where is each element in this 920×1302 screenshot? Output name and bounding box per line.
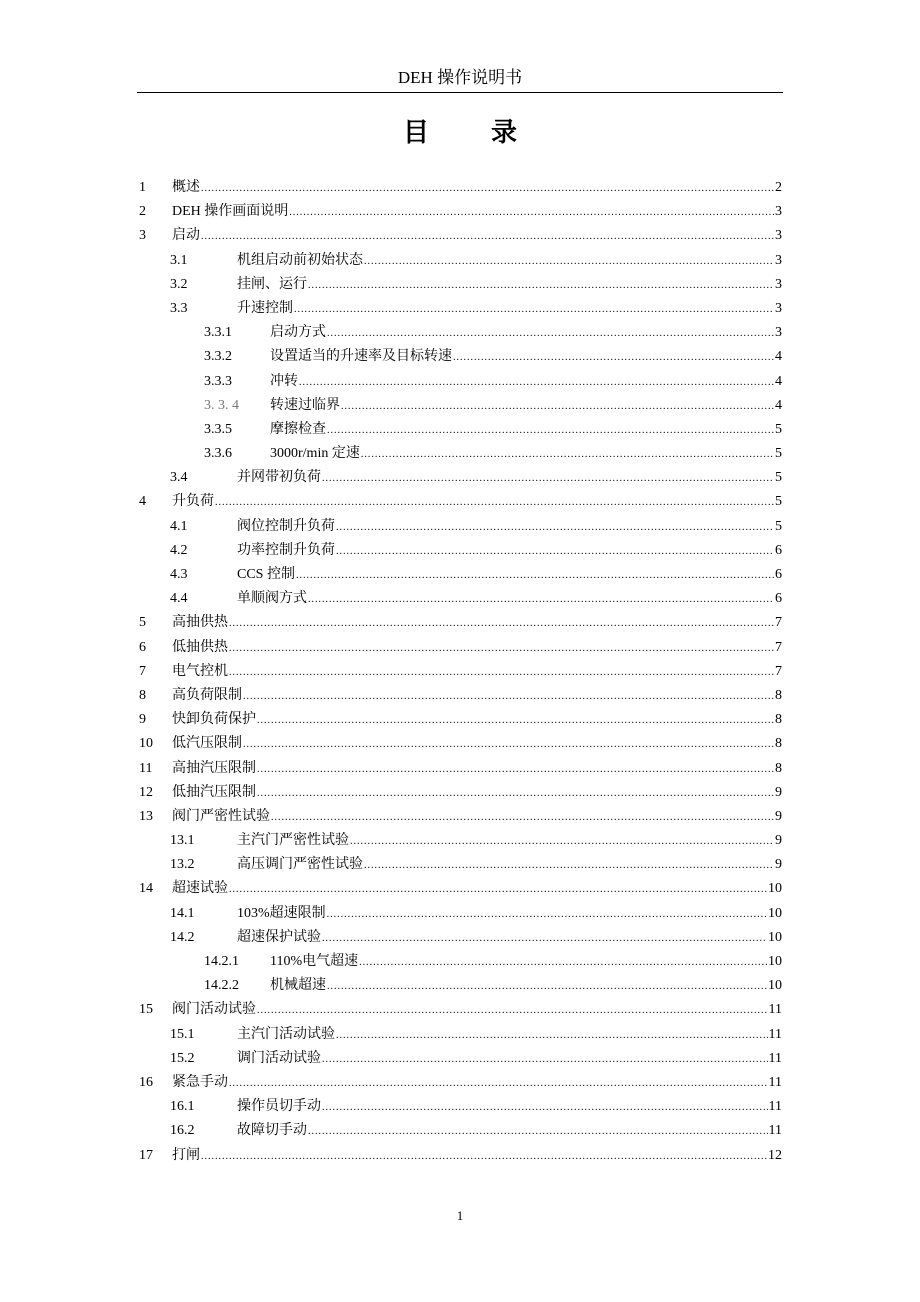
toc-entry-page: 5 xyxy=(775,421,782,437)
toc-entry[interactable] xyxy=(137,370,782,394)
dot-leader xyxy=(229,612,774,636)
dot-leader xyxy=(271,806,774,830)
dot-leader xyxy=(215,491,774,515)
dot-leader xyxy=(327,903,767,927)
toc-entry-body xyxy=(172,611,782,636)
toc-entry[interactable] xyxy=(137,998,782,1022)
toc-entry-body xyxy=(172,684,782,709)
toc-entry-page: 9 xyxy=(775,857,782,873)
toc-entry-body xyxy=(237,1119,782,1144)
toc-entry[interactable] xyxy=(137,732,782,756)
toc-entry-number: 8 xyxy=(139,687,146,703)
toc-entry-page: 11 xyxy=(768,1123,782,1139)
toc-entry-number: 4.2 xyxy=(170,542,188,558)
toc-entry-body xyxy=(237,829,782,854)
toc-entry-number: 3.3.1 xyxy=(204,325,232,341)
toc-entry-body xyxy=(237,587,782,612)
toc-entry-body xyxy=(237,902,782,927)
toc-entry[interactable] xyxy=(137,442,782,466)
toc-entry[interactable] xyxy=(137,829,782,853)
dot-leader xyxy=(336,516,774,540)
toc-entry-page: 4 xyxy=(775,349,782,365)
toc-entry-number: 15.1 xyxy=(170,1026,195,1042)
toc-entry-number: 4 xyxy=(139,494,146,510)
toc-entry-number: 3.3 xyxy=(170,300,188,316)
toc-title xyxy=(0,112,920,149)
toc-entry[interactable] xyxy=(137,1119,782,1143)
toc-entry-page: 11 xyxy=(768,1026,782,1042)
toc-entry-label: 挂闸、运行 xyxy=(237,276,307,292)
toc-entry-body xyxy=(270,370,782,395)
toc-entry[interactable] xyxy=(137,611,782,635)
dot-leader xyxy=(336,1024,768,1048)
dot-leader xyxy=(322,467,774,491)
dot-leader xyxy=(350,830,774,854)
toc-entry-label: 功率控制升负荷 xyxy=(237,542,335,558)
toc-entry-number: 3.2 xyxy=(170,276,188,292)
toc-entry[interactable] xyxy=(137,902,782,926)
toc-entry-number: 15.2 xyxy=(170,1050,195,1066)
dot-leader xyxy=(341,395,774,419)
toc-entry-page: 3 xyxy=(775,252,782,268)
toc-entry-body xyxy=(172,1144,782,1169)
toc-entry-body xyxy=(172,708,782,733)
toc-entry-number: 7 xyxy=(139,663,146,679)
toc-entry-body xyxy=(172,1071,782,1096)
page-footer xyxy=(0,1208,920,1224)
toc-entry-label: 低汽压限制 xyxy=(172,736,242,752)
toc-entry-number: 3.4 xyxy=(170,470,188,486)
toc-entry-label: 启动 xyxy=(172,228,200,244)
toc-entry-label: 高压调门严密性试验 xyxy=(237,857,363,873)
toc-entry[interactable] xyxy=(137,345,782,369)
dot-leader xyxy=(229,637,774,661)
toc-entry[interactable] xyxy=(137,1047,782,1071)
toc-entry-number: 13 xyxy=(139,808,153,824)
toc-entry[interactable] xyxy=(137,394,782,418)
toc-entry-body xyxy=(172,200,782,225)
toc-entry-number: 4.3 xyxy=(170,567,188,582)
toc-entry[interactable] xyxy=(137,563,782,587)
toc-entry-page: 6 xyxy=(775,542,782,558)
toc-entry-body xyxy=(237,1023,782,1048)
toc-entry-body xyxy=(237,926,782,951)
toc-entry[interactable] xyxy=(137,926,782,950)
toc-entry[interactable] xyxy=(137,176,782,200)
dot-leader xyxy=(229,878,767,902)
toc-entry-body xyxy=(237,515,782,540)
toc-entry-label: DEH 操作画面说明 xyxy=(172,204,289,220)
toc-entry-page: 3 xyxy=(775,300,782,316)
toc-entry-number: 3.3.2 xyxy=(204,349,232,365)
toc-entry[interactable] xyxy=(137,757,782,781)
toc-entry-page: 6 xyxy=(775,591,782,607)
toc-entry-body xyxy=(172,636,782,661)
toc-entry-number: 4.4 xyxy=(170,591,188,607)
toc-entry-label: 快卸负荷保护 xyxy=(172,712,256,728)
toc-entry-page: 11 xyxy=(768,1002,782,1018)
toc-entry-body xyxy=(270,345,782,370)
toc-entry-body xyxy=(270,394,782,419)
dot-leader xyxy=(257,782,774,806)
toc-entry[interactable] xyxy=(137,660,782,684)
toc-entry-number: 3. 3. 4 xyxy=(204,397,239,413)
toc-entry-page: 10 xyxy=(768,881,782,897)
toc-entry-number: 11 xyxy=(139,760,153,776)
toc-entry-body xyxy=(172,224,782,249)
toc-entry[interactable] xyxy=(137,273,782,297)
page-number: 1 xyxy=(456,1208,464,1223)
dot-leader xyxy=(229,661,774,685)
toc-entry-page: 3 xyxy=(775,276,782,292)
toc-entry-body xyxy=(172,757,782,782)
dot-leader xyxy=(201,1145,767,1169)
toc-entry-number: 14.1 xyxy=(170,905,195,921)
toc-entry[interactable] xyxy=(137,974,782,998)
toc-entry-page: 2 xyxy=(775,180,782,195)
toc-entry-label: 冲转 xyxy=(270,373,298,389)
table-of-contents xyxy=(137,176,782,1168)
dot-leader xyxy=(364,250,774,274)
dot-leader xyxy=(327,322,774,346)
toc-entry-label: 设置适当的升速率及目标转速 xyxy=(270,349,452,365)
toc-entry-body xyxy=(270,418,782,443)
toc-entry[interactable] xyxy=(137,950,782,974)
toc-entry-body xyxy=(172,660,782,685)
toc-entry-page: 11 xyxy=(768,1074,782,1090)
toc-entry-body xyxy=(172,732,782,757)
toc-entry-page: 5 xyxy=(775,446,782,462)
toc-entry-label: 主汽门严密性试验 xyxy=(237,833,349,849)
toc-entry-label: 超速试验 xyxy=(172,881,228,897)
toc-entry-label: 摩擦检查 xyxy=(270,421,326,437)
toc-entry-body xyxy=(172,998,782,1023)
toc-entry[interactable] xyxy=(137,297,782,321)
toc-entry-number: 16.2 xyxy=(170,1123,195,1139)
toc-entry-page: 11 xyxy=(768,1099,782,1115)
toc-entry-body xyxy=(237,466,782,491)
toc-entry-label: 高负荷限制 xyxy=(172,687,242,703)
toc-entry-number: 3.3.3 xyxy=(204,373,232,389)
toc-entry[interactable] xyxy=(137,490,782,514)
toc-entry-page: 3 xyxy=(775,228,782,244)
dot-leader xyxy=(257,709,774,733)
toc-entry-body xyxy=(237,563,782,588)
toc-entry-number: 3.3.5 xyxy=(204,421,232,437)
toc-entry-body xyxy=(172,490,782,515)
toc-entry-page: 3 xyxy=(775,204,782,220)
toc-entry-page: 8 xyxy=(775,712,782,728)
dot-leader xyxy=(201,225,774,249)
toc-entry[interactable] xyxy=(137,1095,782,1119)
toc-entry[interactable] xyxy=(137,877,782,901)
dot-leader xyxy=(296,564,774,588)
dot-leader xyxy=(364,854,774,878)
toc-entry-label: 启动方式 xyxy=(270,325,326,341)
toc-entry-label: 103%超速限制 xyxy=(237,905,326,921)
toc-entry-body xyxy=(270,442,782,467)
toc-entry-body xyxy=(237,853,782,878)
toc-entry-page: 7 xyxy=(775,639,782,655)
toc-entry-label: 高抽供热 xyxy=(172,615,228,631)
toc-entry[interactable] xyxy=(137,539,782,563)
toc-entry[interactable] xyxy=(137,224,782,248)
toc-entry-label: 机械超速 xyxy=(270,978,326,994)
toc-entry-page: 10 xyxy=(768,954,782,969)
toc-entry-label: 单顺阀方式 xyxy=(237,591,307,607)
toc-entry-number: 16 xyxy=(139,1074,153,1090)
toc-entry-label: 紧急手动 xyxy=(172,1074,228,1090)
toc-entry-number: 3.1 xyxy=(170,252,188,268)
toc-entry-body xyxy=(237,273,782,298)
dot-leader xyxy=(229,1072,768,1096)
dot-leader xyxy=(327,975,767,999)
dot-leader xyxy=(327,419,774,443)
toc-entry[interactable] xyxy=(137,321,782,345)
dot-leader xyxy=(322,1096,768,1120)
toc-entry[interactable] xyxy=(137,708,782,732)
dot-leader xyxy=(308,274,774,298)
page-header xyxy=(137,64,783,93)
dot-leader xyxy=(308,1120,768,1144)
toc-entry-number: 14.2 xyxy=(170,929,195,945)
toc-entry-page: 11 xyxy=(768,1050,782,1066)
toc-entry-page: 7 xyxy=(775,663,782,679)
dot-leader xyxy=(243,685,774,709)
toc-entry-page: 5 xyxy=(775,494,782,510)
toc-entry[interactable] xyxy=(137,515,782,539)
toc-entry-label: 阀门活动试验 xyxy=(172,1002,256,1018)
toc-entry-label: 并网带初负荷 xyxy=(237,470,321,486)
toc-entry-label: 阀位控制升负荷 xyxy=(237,518,335,534)
toc-entry-number: 12 xyxy=(139,784,153,800)
dot-leader xyxy=(453,346,774,370)
toc-entry-label: 转速过临界 xyxy=(270,397,340,413)
toc-entry-label: 概述 xyxy=(172,180,200,195)
toc-entry-number: 16.1 xyxy=(170,1099,195,1115)
toc-entry-page: 10 xyxy=(768,929,782,945)
toc-entry-body xyxy=(237,1047,782,1072)
toc-entry-body xyxy=(237,1095,782,1120)
toc-entry-body xyxy=(270,950,782,975)
toc-entry-body xyxy=(172,781,782,806)
toc-entry-page: 7 xyxy=(775,615,782,631)
toc-entry[interactable] xyxy=(137,587,782,611)
toc-entry-body xyxy=(172,877,782,902)
toc-entry[interactable] xyxy=(137,805,782,829)
toc-entry-body xyxy=(237,249,782,274)
toc-entry-page: 3 xyxy=(775,325,782,341)
toc-entry-page: 6 xyxy=(775,567,782,582)
toc-entry-page: 8 xyxy=(775,760,782,776)
toc-entry-label: 调门活动试验 xyxy=(237,1050,321,1066)
toc-entry-label: 操作员切手动 xyxy=(237,1099,321,1115)
dot-leader xyxy=(308,588,774,612)
toc-entry[interactable] xyxy=(137,418,782,442)
dot-leader xyxy=(257,758,774,782)
toc-entry-page: 4 xyxy=(775,397,782,413)
dot-leader xyxy=(257,999,768,1023)
toc-entry[interactable] xyxy=(137,1144,782,1168)
toc-entry-page: 5 xyxy=(775,470,782,486)
toc-entry-number: 4.1 xyxy=(170,518,188,534)
toc-entry-number: 2 xyxy=(139,204,146,220)
toc-entry-body xyxy=(237,539,782,564)
toc-entry-body xyxy=(172,805,782,830)
toc-entry-number: 14.2.2 xyxy=(204,978,239,994)
toc-entry-page: 10 xyxy=(768,978,782,994)
dot-leader xyxy=(294,298,774,322)
toc-entry-label: 机组启动前初始状态 xyxy=(237,252,363,268)
toc-entry-number: 13.1 xyxy=(170,833,195,849)
title-char-2: 录 xyxy=(491,118,518,148)
toc-entry-label: 升负荷 xyxy=(172,494,214,510)
toc-entry[interactable] xyxy=(137,1023,782,1047)
toc-entry[interactable] xyxy=(137,1071,782,1095)
toc-entry-label: 阀门严密性试验 xyxy=(172,808,270,824)
toc-entry-label: 电气控机 xyxy=(172,663,228,679)
toc-entry[interactable] xyxy=(137,249,782,273)
toc-entry-number: 10 xyxy=(139,736,153,752)
toc-entry-number: 14 xyxy=(139,881,153,897)
dot-leader xyxy=(322,1048,768,1072)
toc-entry-page: 12 xyxy=(768,1147,782,1163)
toc-entry-label: 低抽供热 xyxy=(172,639,228,655)
toc-entry[interactable] xyxy=(137,853,782,877)
toc-entry[interactable] xyxy=(137,200,782,224)
dot-leader xyxy=(361,443,774,467)
dot-leader xyxy=(201,177,774,201)
title-char-1: 目 xyxy=(402,118,429,148)
toc-entry-number: 5 xyxy=(139,615,146,631)
toc-entry-number: 17 xyxy=(139,1147,153,1163)
toc-entry-body xyxy=(237,297,782,322)
dot-leader xyxy=(322,927,767,951)
header-text: DEH 操作说明书 xyxy=(397,68,523,87)
toc-entry[interactable] xyxy=(137,466,782,490)
dot-leader xyxy=(243,733,774,757)
toc-entry-page: 8 xyxy=(775,687,782,703)
toc-entry-page: 9 xyxy=(775,784,782,800)
toc-entry-number: 15 xyxy=(139,1002,153,1018)
toc-entry-number: 3 xyxy=(139,228,146,244)
toc-entry-label: 高抽汽压限制 xyxy=(172,760,256,776)
toc-entry-body xyxy=(270,974,782,999)
toc-entry-label: 超速保护试验 xyxy=(237,929,321,945)
toc-entry-page: 9 xyxy=(775,833,782,849)
toc-entry-page: 9 xyxy=(775,808,782,824)
toc-entry-number: 13.2 xyxy=(170,857,195,873)
toc-entry-label: 110%电气超速 xyxy=(270,954,359,969)
toc-entry-number: 9 xyxy=(139,712,146,728)
toc-entry-page: 8 xyxy=(775,736,782,752)
toc-entry[interactable] xyxy=(137,781,782,805)
toc-entry-label: CCS 控制 xyxy=(237,567,295,582)
toc-entry-label: 3000r/min 定速 xyxy=(270,446,360,462)
dot-leader xyxy=(289,201,774,225)
toc-entry-label: 升速控制 xyxy=(237,300,293,316)
toc-entry-number: 1 xyxy=(139,180,146,195)
toc-entry-number: 14.2.1 xyxy=(204,954,239,969)
toc-entry-label: 打闸 xyxy=(172,1147,200,1163)
toc-entry-page: 10 xyxy=(768,905,782,921)
toc-entry[interactable] xyxy=(137,684,782,708)
toc-entry-body xyxy=(172,176,782,201)
toc-entry[interactable] xyxy=(137,636,782,660)
toc-entry-page: 4 xyxy=(775,373,782,389)
dot-leader xyxy=(336,540,774,564)
toc-entry-number: 6 xyxy=(139,639,146,655)
dot-leader xyxy=(359,951,767,975)
dot-leader xyxy=(299,371,774,395)
toc-entry-number: 3.3.6 xyxy=(204,446,232,462)
toc-entry-label: 故障切手动 xyxy=(237,1123,307,1139)
toc-entry-body xyxy=(270,321,782,346)
toc-entry-page: 5 xyxy=(775,518,782,534)
toc-entry-label: 低抽汽压限制 xyxy=(172,784,256,800)
toc-entry-label: 主汽门活动试验 xyxy=(237,1026,335,1042)
